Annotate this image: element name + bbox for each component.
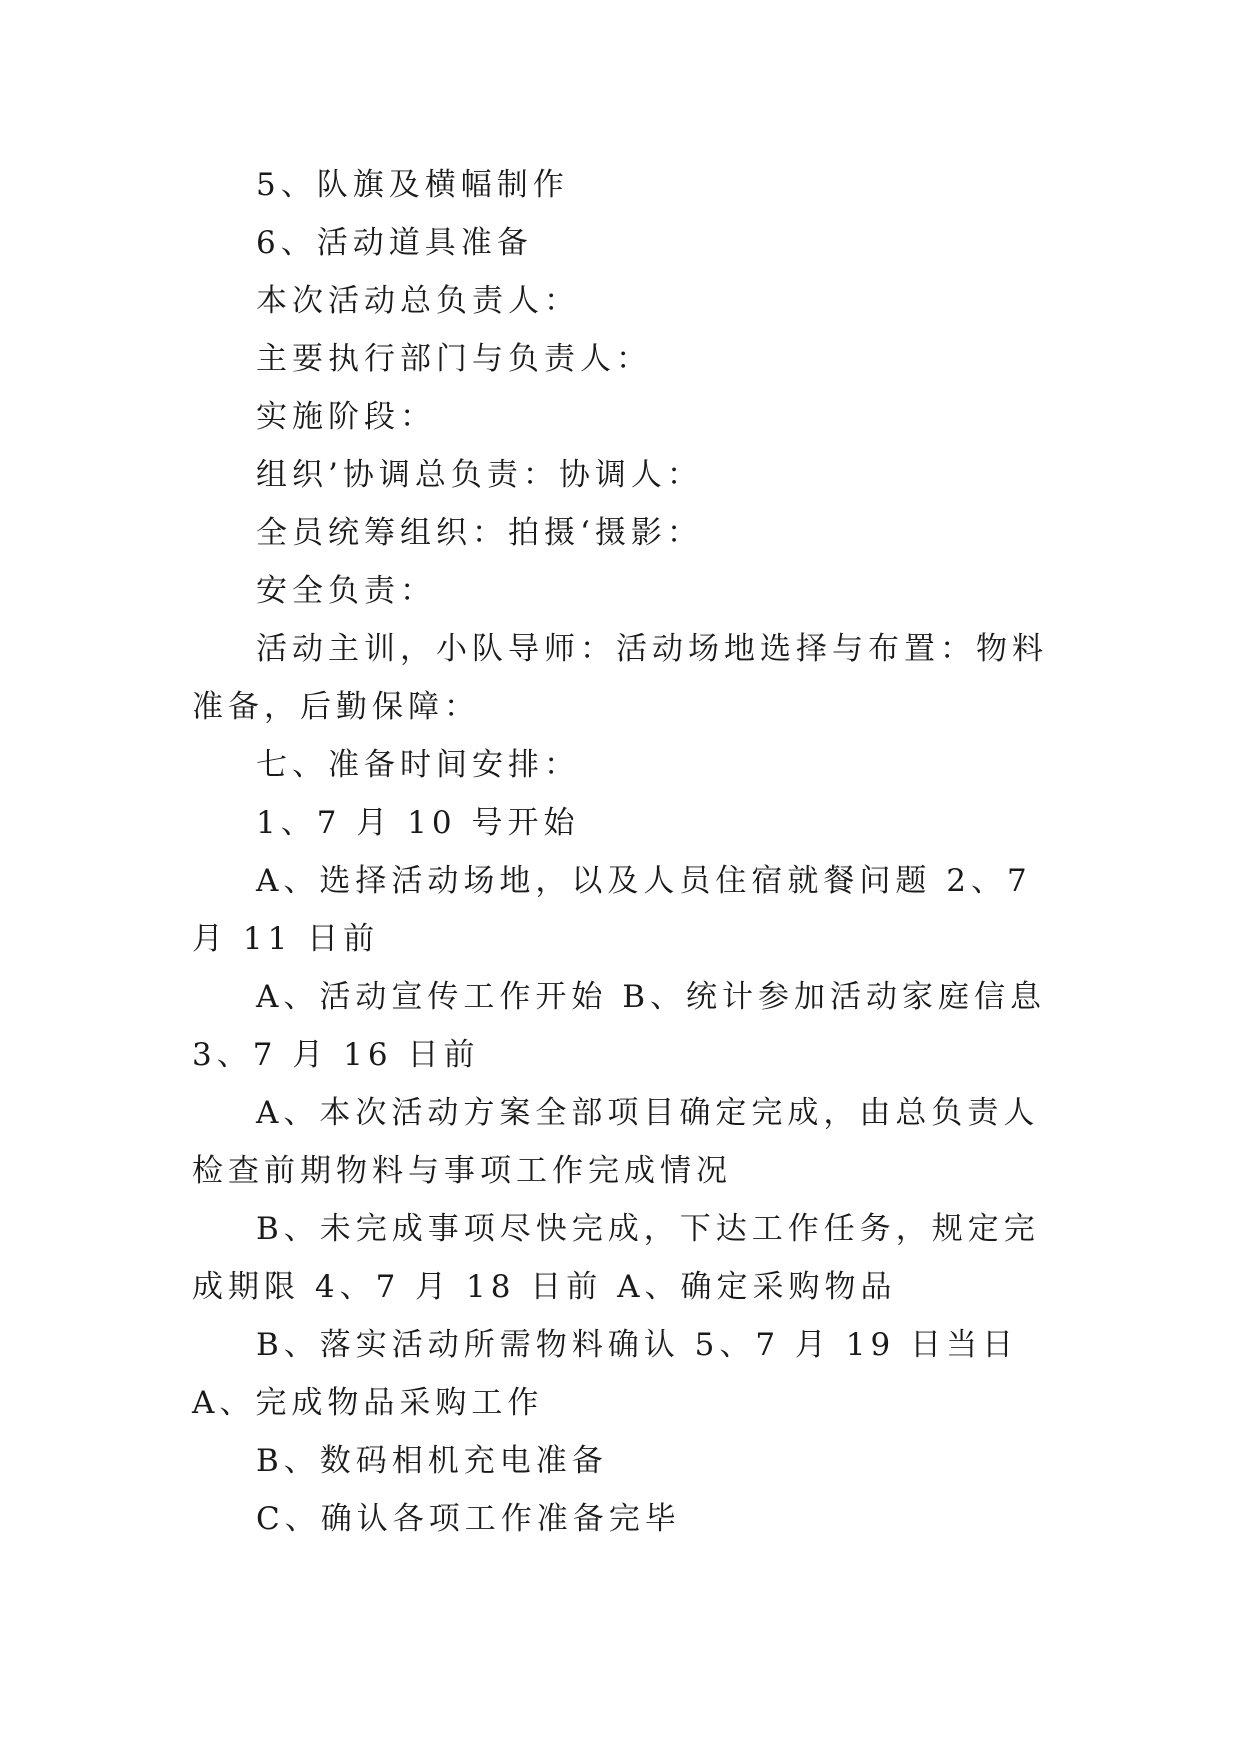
item-banner-production: 5、队旗及横幅制作 — [256, 167, 569, 203]
schedule-step-2a: A、活动宣传工作开始 B、统计参加活动家庭信息 3、7 月 16 日前 — [192, 979, 1047, 1073]
section-seven-heading: 七、准备时间安排： — [256, 747, 580, 783]
trainer-logistics-paragraph: 活动主训，小队导师：活动场地选择与布置：物料准备，后勤保障： — [192, 631, 1048, 725]
schedule-step-1: 1、7 月 10 号开始 — [256, 805, 580, 841]
implementation-stage-heading: 实施阶段： — [256, 399, 436, 435]
safety-line: 安全负责： — [256, 573, 436, 609]
schedule-step-1a: A、选择活动场地，以及人员住宿就餐问题 2、7 月 11 日前 — [192, 863, 1032, 957]
schedule-step-3a: A、本次活动方案全部项目确定完成，由总负责人检查前期物料与事项工作完成情况 — [192, 1095, 1040, 1189]
schedule-step-3b: B、未完成事项尽快完成，下达工作任务，规定完成期限 4、7 月 18 日前 A、确定采购物品 — [192, 1211, 1040, 1305]
document-body — [192, 156, 1054, 1548]
schedule-step-5c: C、确认各项工作准备完毕 — [256, 1501, 681, 1537]
schedule-step-5b: B、数码相机充电准备 — [256, 1443, 608, 1479]
item-props-preparation: 6、活动道具准备 — [256, 225, 533, 261]
executive-department-line: 主要执行部门与负责人： — [256, 341, 652, 377]
general-manager-line: 本次活动总负责人： — [256, 283, 580, 319]
schedule-step-4b: B、落实活动所需物料确认 5、7 月 19 日当日 A、完成物品采购工作 — [192, 1327, 1019, 1421]
organization-photography-line: 全员统筹组织：拍摄‘摄影： — [256, 515, 703, 551]
coordination-line: 组织’协调总负责：协调人： — [256, 457, 703, 493]
